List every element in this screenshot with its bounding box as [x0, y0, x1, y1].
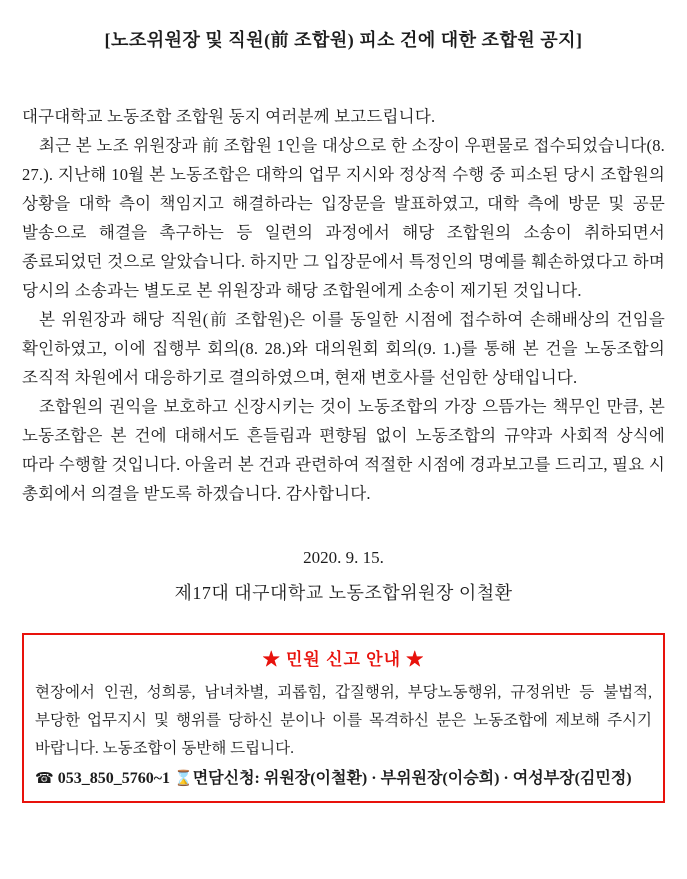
- complaint-report-box: [22, 633, 665, 803]
- notice-box-title: ★ 민원 신고 안내 ★: [262, 650, 425, 669]
- notice-box-body: 현장에서 인권, 성희롱, 남녀차별, 괴롭힘, 갑질행위, 부당노동행위, 규정위반 등 불법적, 부당한 업무지시 및 행위를 당하신 분이나 이를 목격하신 분은 노동조합에 제보해 주시기 바랍니다. 노동조합이 동반해 드립니다.: [35, 684, 652, 757]
- telephone-icon: ☎: [35, 769, 54, 787]
- contact-names: 위원장(이철환) · 부위원장(이승희) · 여성부장(김민정): [263, 770, 632, 787]
- paragraph-greeting: 대구대학교 노동조합 조합원 동지 여러분께 보고드립니다.: [22, 107, 436, 126]
- paragraph-lawsuit-background: 최근 본 노조 위원장과 前 조합원 1인을 대상으로 한 소장이 우편물로 접수되었습니다(8. 27.). 지난해 10월 본 노동조합은 대학의 업무 지시와 정상적 수행 중 피소된 당시 조합원의 상황을 대학 측이 책임지고 해결하라는 입장문을 발표하였고, 대학 측에 방문 및 공문 발송으로 해결을 촉구하는 등 일련의 과정에서 해당 조합원의 소송이 취하되면서 종료되었던 것으로 알았습니다. 하지만 그 입장문에서 특정인의 명예를 훼손하였다고 하며 당시의 소송과는 별도로 본 위원장과 해당 조합원에게 소송이 제기된 것입니다.: [22, 136, 665, 300]
- paragraph-union-response: 본 위원장과 해당 직원(前 조합원)은 이를 동일한 시점에 접수하여 손해배상의 건임을 확인하였고, 이에 집행부 회의(8. 28.)와 대의원회 회의(9. 1.)를 통해 본 건을 노동조합의 조직적 차원에서 대응하기로 결의하였으며, 현재 변호사를 선임한 상태입니다.: [22, 310, 665, 387]
- paragraph-commitment: 조합원의 권익을 보호하고 신장시키는 것이 노동조합의 가장 으뜸가는 책무인 만큼, 본 노동조합은 본 건에 대해서도 흔들림과 편향됨 없이 노동조합의 규약과 사회적 상식에 따라 수행할 것입니다. 아울러 본 건과 관련하여 적절한 시점에 경과보고를 드리고, 필요 시 총회에서 의결을 받도록 하겠습니다. 감사합니다.: [22, 397, 665, 503]
- phone-number: 053_850_5760~1: [57, 770, 171, 787]
- document-title: [노조위원장 및 직원(前 조합원) 피소 건에 대한 조합원 공지]: [104, 30, 583, 50]
- notice-contact-line: [35, 764, 652, 793]
- document-body: [22, 102, 665, 508]
- hourglass-icon: ⌛: [174, 769, 193, 787]
- signature-line: 제17대 대구대학교 노동조합위원장 이철환: [174, 583, 513, 603]
- meeting-request-label: 면담신청:: [192, 770, 260, 787]
- document-date: 2020. 9. 15.: [303, 548, 384, 567]
